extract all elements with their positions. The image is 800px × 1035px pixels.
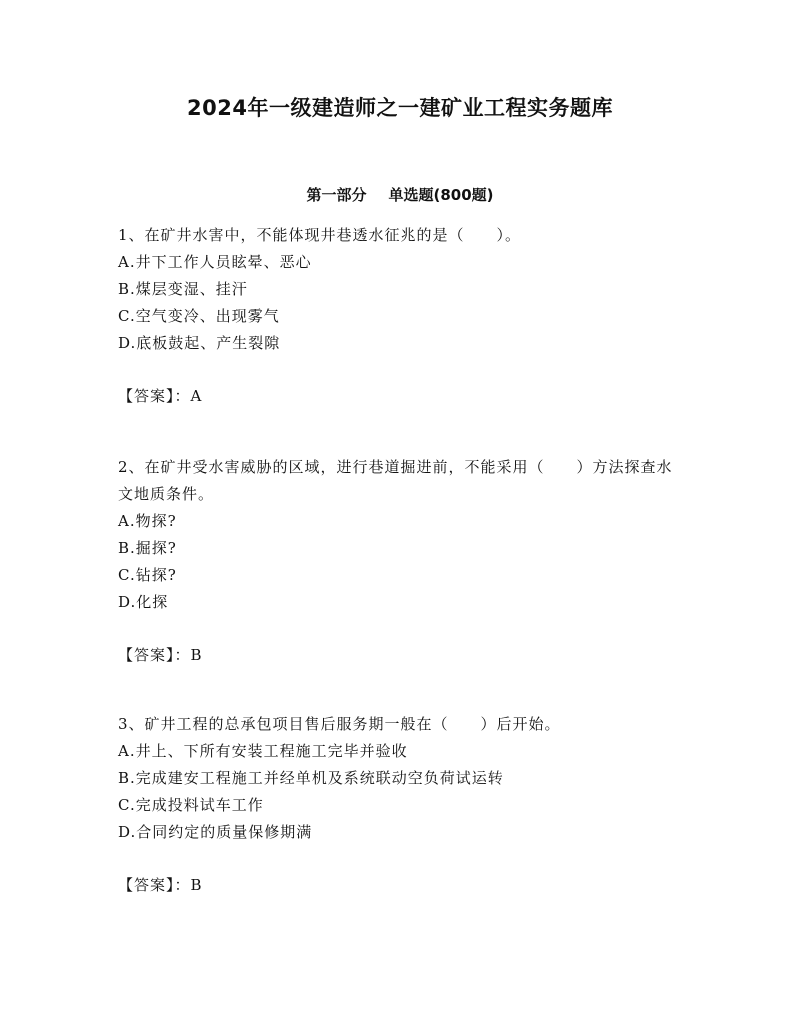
question-text: 3、矿井工程的总承包项目售后服务期一般在（ ）后开始。 <box>118 715 561 733</box>
section-part-label: 第一部分 <box>306 186 367 204</box>
answer-line <box>118 383 688 410</box>
question-2 <box>118 454 688 669</box>
option-a: A.井下工作人员眩晕、恶心 <box>118 253 312 271</box>
option-c: C.钻探? <box>118 566 177 584</box>
answer-value: B <box>190 876 203 894</box>
answer-line <box>118 872 688 899</box>
option-a: A.物探? <box>118 512 177 530</box>
option-b: B.掘探? <box>118 539 177 557</box>
answer-line <box>118 642 688 669</box>
option-d: D.底板鼓起、产生裂隙 <box>118 334 281 352</box>
answer-label: 【答案】： <box>118 876 191 894</box>
section-type-label: 单选题(800题) <box>388 186 494 204</box>
option-c: C.空气变冷、出现雾气 <box>118 307 280 325</box>
answer-label: 【答案】： <box>118 646 191 664</box>
answer-value: A <box>190 387 203 405</box>
document-title: 2024年一级建造师之一建矿业工程实务题库 <box>187 96 613 120</box>
question-1 <box>118 222 688 410</box>
option-b: B.完成建安工程施工并经单机及系统联动空负荷试运转 <box>118 769 504 787</box>
question-text: 2、在矿井受水害威胁的区域，进行巷道掘进前，不能采用（ ）方法探查水文地质条件。 <box>118 458 673 503</box>
option-a: A.井上、下所有安装工程施工完毕并验收 <box>118 742 408 760</box>
section-heading <box>0 184 800 205</box>
answer-label: 【答案】： <box>118 387 191 405</box>
option-b: B.煤层变湿、挂汗 <box>118 280 248 298</box>
option-c: C.完成投料试车工作 <box>118 796 264 814</box>
option-d: D.合同约定的质量保修期满 <box>118 823 313 841</box>
question-text: 1、在矿井水害中，不能体现井巷透水征兆的是（ ）。 <box>118 226 522 244</box>
answer-value: B <box>190 646 203 664</box>
question-3 <box>118 711 688 899</box>
option-d: D.化探 <box>118 593 169 611</box>
